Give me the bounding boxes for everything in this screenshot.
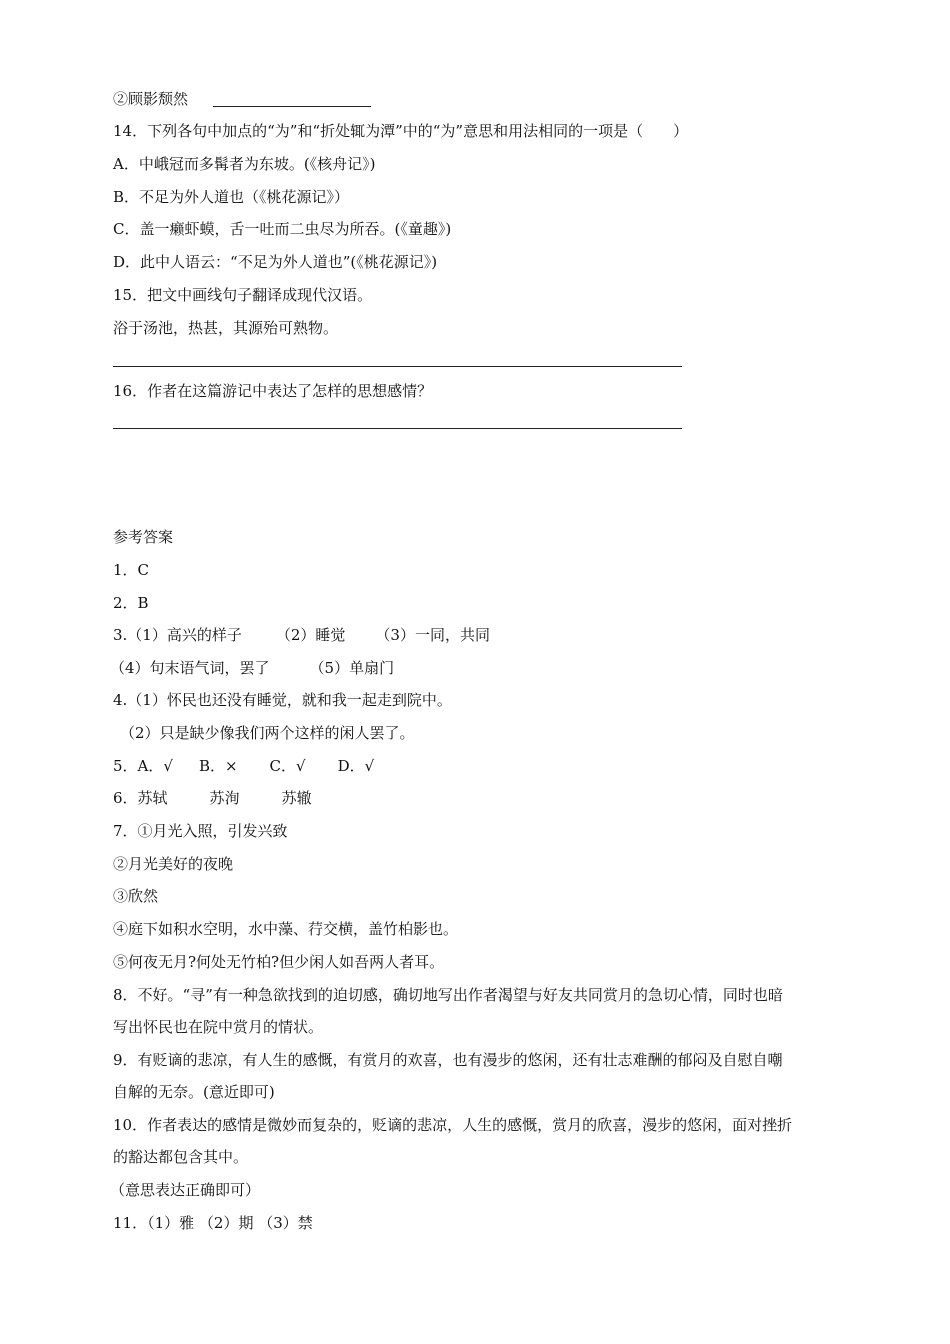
answer-4-part-1: 4.（1）怀民也还没有睡觉，就和我一起走到院中。 (113, 691, 452, 709)
answer-7-item-1: 7．①月光入照，引发兴致 (113, 822, 288, 840)
answer-5-b: B．× (198, 757, 238, 775)
answer-5-label: 5． (113, 757, 138, 775)
answers-heading: 参考答案 (113, 528, 174, 546)
answer-3-part-4: （4）句末语气词，罢了 (110, 659, 270, 677)
answer-6-third: 苏辙 (281, 789, 312, 807)
answer-1: 1．C (113, 561, 150, 579)
answer-7-item-4: ④庭下如积水空明，水中藻、荇交横，盖竹柏影也。 (113, 920, 459, 938)
answer-10-line-2: 的豁达都包含其中。 (113, 1148, 249, 1166)
answer-3-part-5: （5）单扇门 (309, 659, 395, 677)
q14-option-a: A．中峨冠而多髯者为东坡。(《核舟记》) (113, 155, 376, 173)
answer-10-line-3: （意思表达正确即可） (110, 1181, 261, 1199)
answer-9-line-1: 9．有贬谪的悲凉，有人生的感慨，有赏月的欢喜，也有漫步的悠闲，还有壮志难酬的郁闷及自慰自嘲 (113, 1051, 783, 1069)
q14-option-b: B．不足为外人道也（《桃花源记》） (113, 188, 350, 206)
answer-3-part-1: 3.（1）高兴的样子 (113, 626, 242, 644)
q16-stem: 16．作者在这篇游记中表达了怎样的思想感情？ (113, 382, 433, 400)
answer-6-row (113, 788, 312, 808)
q14-stem: 14．下列各句中加点的“为”和“折处辄为潭”中的“为”意思和用法相同的一项是（ ） (113, 122, 689, 140)
q14-option-d: D．此中人语云：“不足为外人道也”(《桃花源记》) (113, 253, 438, 271)
answer-2: 2．B (113, 594, 149, 612)
q15-answer-line (113, 366, 682, 367)
answer-8-line-1: 8．不好。“寻”有一种急欲找到的迫切感，确切地写出作者渴望与好友共同赏月的急切心情，同时也暗 (113, 986, 783, 1004)
q16-answer-line (113, 428, 682, 429)
answer-9-line-2: 自解的无奈。(意近即可) (113, 1083, 275, 1101)
answer-6-second: 苏洵 (209, 789, 240, 807)
answer-3-row-1 (113, 625, 490, 645)
answer-8-line-2: 写出怀民也在院中赏月的情状。 (113, 1018, 324, 1036)
q15-sentence: 浴于汤池，热甚，其源殆可熟物。 (113, 319, 339, 337)
answer-3-part-2: （2）睡觉 (275, 626, 346, 644)
answer-3-row-2 (110, 658, 394, 678)
answer-5-row (113, 756, 374, 776)
q13-item-2: ②顾影颓然 (113, 90, 189, 108)
answer-7-item-3: ③欣然 (113, 887, 159, 905)
answer-7-item-2: ②月光美好的夜晚 (113, 855, 234, 873)
answer-3-part-3: （3）一同，共同 (375, 626, 490, 644)
answer-5-d: D．√ (337, 757, 375, 775)
q13-answer-blank (213, 106, 371, 107)
answer-4-part-2: （2）只是缺少像我们两个这样的闲人罢了。 (120, 724, 415, 742)
answer-11: 11．（1）雅 （2）期 （3）禁 (113, 1214, 313, 1232)
q14-option-c: C．盖一癞虾蟆，舌一吐而二虫尽为所吞。(《童趣》) (113, 220, 452, 238)
q15-stem: 15．把文中画线句子翻译成现代汉语。 (113, 286, 373, 304)
answer-6-first: 6．苏轼 (113, 789, 168, 807)
answer-5-c: C．√ (269, 757, 306, 775)
answer-5-a: A．√ (137, 757, 173, 775)
answer-7-item-5: ⑤何夜无月?何处无竹柏?但少闲人如吾两人者耳。 (113, 953, 445, 971)
answer-10-line-1: 10．作者表达的感情是微妙而复杂的，贬谪的悲凉，人生的感慨，赏月的欣喜，漫步的悠闲，面对挫折 (113, 1116, 793, 1134)
